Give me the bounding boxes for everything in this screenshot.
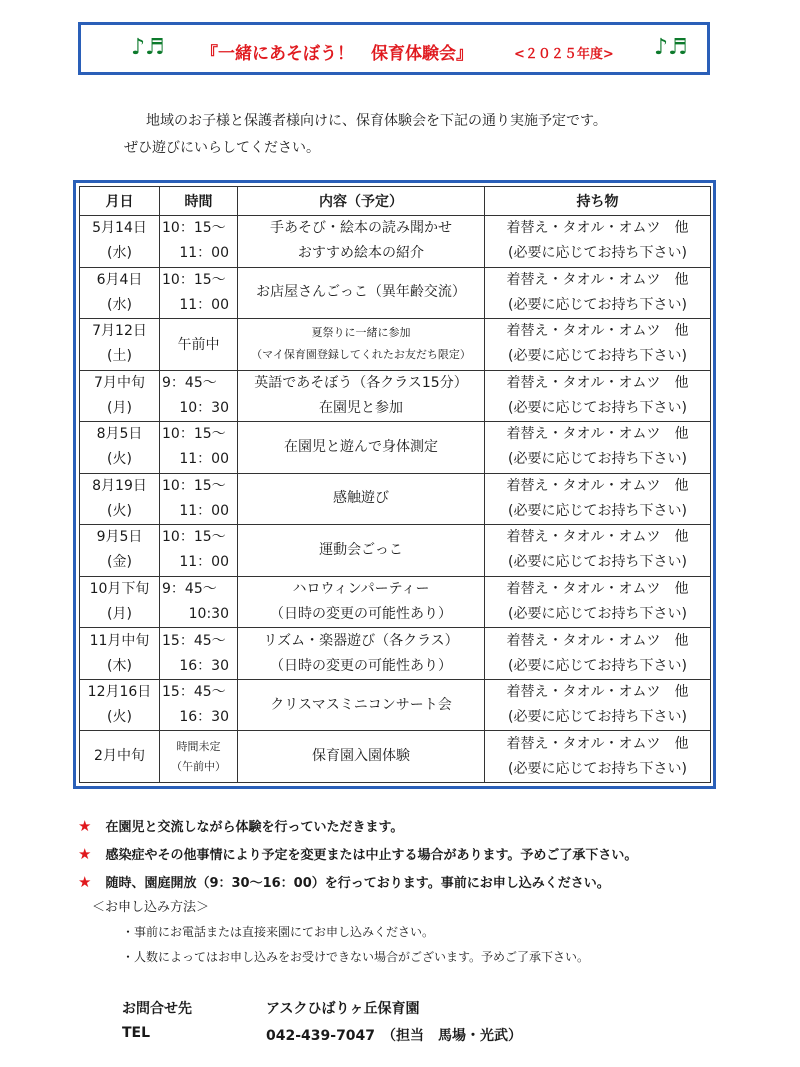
cell-content: 保育園入園体験 <box>238 731 485 783</box>
cell-items: 着替え・タオル・オムツ 他 (必要に応じてお持ち下さい) <box>485 628 711 680</box>
title-box <box>78 22 710 75</box>
star-icon: ★ <box>78 873 92 891</box>
note-item: ★ 在園児と交流しながら体験を行っていただきます。 <box>78 817 404 835</box>
contact-label: お問合せ先 <box>122 1001 192 1017</box>
cell-date: 8月19日 (火) <box>80 473 160 525</box>
table-row <box>80 267 711 319</box>
intro-line: 地域のお子様と保護者様向けに、保育体験会を下記の通り実施予定です。 <box>146 113 607 129</box>
cell-content: お店屋さんごっこ（異年齢交流） <box>238 267 485 319</box>
cell-time: 午前中 <box>160 319 238 371</box>
table-row <box>80 731 711 783</box>
cell-items: 着替え・タオル・オムツ 他 (必要に応じてお持ち下さい) <box>485 473 711 525</box>
header-content: 内容（予定） <box>238 187 485 216</box>
title-year: <２０２５年度> <box>514 47 614 62</box>
cell-content: クリスマスミニコンサート会 <box>238 679 485 731</box>
cell-items: 着替え・タオル・オムツ 他 (必要に応じてお持ち下さい) <box>485 422 711 474</box>
cell-content: 在園児と遊んで身体測定 <box>238 422 485 474</box>
contact-name: アスクひばりヶ丘保育園 <box>266 1001 420 1017</box>
cell-date: 11月中旬 (木) <box>80 628 160 680</box>
music-note-icon: ♪♬ <box>131 35 165 60</box>
table-row <box>80 679 711 731</box>
table-row <box>80 628 711 680</box>
music-note-icon: ♪♬ <box>654 35 688 60</box>
note-item: ★ 随時、園庭開放（9：30～16：00）を行っております。事前にお申し込みください。 <box>78 873 610 891</box>
cell-date: 6月4日 (水) <box>80 267 160 319</box>
cell-time: 時間未定 （午前中） <box>160 731 238 783</box>
table-row <box>80 216 711 268</box>
cell-items: 着替え・タオル・オムツ 他 (必要に応じてお持ち下さい) <box>485 216 711 268</box>
cell-date: 12月16日 (火) <box>80 679 160 731</box>
header-time: 時間 <box>160 187 238 216</box>
cell-date: 7月中旬 (月) <box>80 370 160 422</box>
note-item: ★ 感染症やその他事情により予定を変更または中止する場合があります。予めご了承下さい。 <box>78 845 638 863</box>
cell-items: 着替え・タオル・オムツ 他 (必要に応じてお持ち下さい) <box>485 319 711 371</box>
howto-heading: ＜お申し込み方法＞ <box>92 900 210 915</box>
cell-content: 手あそび・絵本の読み聞かせ おすすめ絵本の紹介 <box>238 216 485 268</box>
header-date: 月日 <box>80 187 160 216</box>
cell-content: 英語であそぼう（各クラス15分） 在園児と参加 <box>238 370 485 422</box>
cell-date: 10月下旬 (月) <box>80 576 160 628</box>
page-title: 『一緒にあそぼう！ 保育体験会』 <box>201 44 473 64</box>
cell-items: 着替え・タオル・オムツ 他 (必要に応じてお持ち下さい) <box>485 679 711 731</box>
cell-date: 8月5日 (火) <box>80 422 160 474</box>
cell-content: 運動会ごっこ <box>238 525 485 577</box>
tel-label: TEL <box>122 1025 151 1041</box>
table-header-row <box>80 187 711 216</box>
cell-time: 15：45～ 16：30 <box>160 628 238 680</box>
cell-content: ハロウィンパーティー （日時の変更の可能性あり） <box>238 576 485 628</box>
cell-items: 着替え・タオル・オムツ 他 (必要に応じてお持ち下さい) <box>485 525 711 577</box>
cell-content: 感触遊び <box>238 473 485 525</box>
cell-items: 着替え・タオル・オムツ 他 (必要に応じてお持ち下さい) <box>485 731 711 783</box>
howto-item: ・人数によってはお申し込みをお受けできない場合がございます。予めご了承下さい。 <box>122 950 590 964</box>
table-row <box>80 525 711 577</box>
cell-time: 10：15～ 11：00 <box>160 525 238 577</box>
table-row <box>80 422 711 474</box>
cell-time: 10：15～ 11：00 <box>160 473 238 525</box>
cell-date: 9月5日 (金) <box>80 525 160 577</box>
cell-items: 着替え・タオル・オムツ 他 (必要に応じてお持ち下さい) <box>485 267 711 319</box>
table-row <box>80 319 711 371</box>
star-icon: ★ <box>78 817 92 835</box>
cell-content: リズム・楽器遊び（各クラス） （日時の変更の可能性あり） <box>238 628 485 680</box>
star-icon: ★ <box>78 845 92 863</box>
cell-date: 7月12日 (土) <box>80 319 160 371</box>
cell-date: 5月14日 (水) <box>80 216 160 268</box>
cell-time: 9：45～ 10：30 <box>160 370 238 422</box>
cell-items: 着替え・タオル・オムツ 他 (必要に応じてお持ち下さい) <box>485 370 711 422</box>
table-row <box>80 576 711 628</box>
tel-number: 042-439-7047 （担当 馬場・光武） <box>266 1028 523 1044</box>
cell-time: 9：45～ 10:30 <box>160 576 238 628</box>
cell-time: 10：15～ 11：00 <box>160 216 238 268</box>
cell-items: 着替え・タオル・オムツ 他 (必要に応じてお持ち下さい) <box>485 576 711 628</box>
schedule-table <box>79 186 711 783</box>
intro-line: ぜひ遊びにいらしてください。 <box>124 140 320 156</box>
cell-time: 15：45～ 16：30 <box>160 679 238 731</box>
cell-time: 10：15～ 11：00 <box>160 267 238 319</box>
schedule-table-frame <box>73 180 716 789</box>
howto-item: ・事前にお電話または直接来園にてお申し込みください。 <box>122 925 435 939</box>
cell-time: 10：15～ 11：00 <box>160 422 238 474</box>
cell-content: 夏祭りに一緒に参加 （マイ保育園登録してくれたお友だち限定） <box>238 319 485 371</box>
cell-date: 2月中旬 <box>80 731 160 783</box>
header-items: 持ち物 <box>485 187 711 216</box>
table-row <box>80 473 711 525</box>
table-row <box>80 370 711 422</box>
